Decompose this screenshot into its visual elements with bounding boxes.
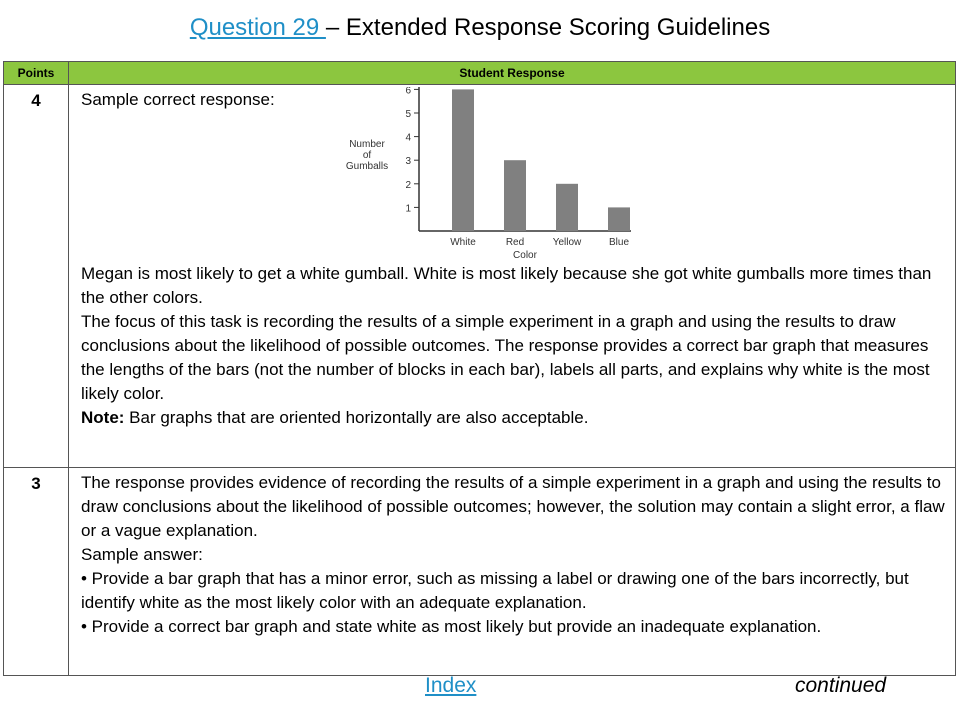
note-text: Bar graphs that are oriented horizontally are also acceptable. xyxy=(124,408,589,427)
focus-paragraph: The focus of this task is recording the results of a simple experiment in a graph and using the results to draw conclusions about the likelihood of possible outcomes. The response provides a correct bar graph that measures the lengths of the bars (not the number of blocks in each bar), labels all parts, and explains why white is the most likely color. xyxy=(81,312,930,403)
points-column-header: Points xyxy=(4,62,69,85)
title-text: – Extended Response Scoring Guidelines xyxy=(325,14,771,41)
y-tick-label: 2 xyxy=(405,179,411,191)
x-tick-label: Yellow xyxy=(552,237,582,248)
x-tick-label: White xyxy=(450,237,476,248)
sample-intro: Sample correct response: xyxy=(81,90,275,109)
y-tick-label: 1 xyxy=(405,203,411,215)
response-paragraph: The response provides evidence of recording the results of a simple experiment in a graph and using the results to draw conclusions about the likelihood of possible outcomes; however, the solution may contain a slight error, a flaw or a vague explanation. xyxy=(81,473,945,540)
x-axis-label: Color xyxy=(513,250,537,261)
response-paragraph: Megan is most likely to get a white gumball. White is most likely because she got white gumballs more times than the other colors. xyxy=(81,264,932,307)
table-row xyxy=(4,468,956,676)
continued-label: continued xyxy=(795,674,887,697)
bar xyxy=(556,184,578,231)
y-tick-label: 4 xyxy=(405,132,411,144)
y-axis-label: Gumballs xyxy=(345,161,389,172)
y-tick-label: 3 xyxy=(405,156,411,168)
footer xyxy=(0,672,960,702)
x-tick-label: Red xyxy=(505,237,525,248)
scoring-table xyxy=(3,61,956,676)
bullet-item: • Provide a bar graph that has a minor error, such as missing a label or drawing one of the bars incorrectly, but identify white as the most likely color with an adequate explanation. xyxy=(81,569,909,612)
bar-chart-svg xyxy=(331,87,651,261)
bullet-item: • Provide a correct bar graph and state white as most likely but provide an inadequate explanation. xyxy=(81,617,822,636)
points-cell: 3 xyxy=(4,468,69,676)
bar xyxy=(608,207,630,231)
response-column-header: Student Response xyxy=(69,62,956,85)
response-cell xyxy=(69,468,956,676)
points-cell: 4 xyxy=(4,85,69,468)
note-line xyxy=(81,406,947,430)
y-tick-label: 5 xyxy=(405,109,411,120)
bar xyxy=(452,89,474,231)
sample-answer-label: Sample answer: xyxy=(81,545,203,564)
table-row xyxy=(4,85,956,468)
y-axis-label: Number xyxy=(349,139,385,150)
sample-response-header xyxy=(81,88,947,262)
response-cell xyxy=(69,85,956,468)
note-label: Note: xyxy=(81,408,125,427)
question-link[interactable]: Question 29 xyxy=(189,14,326,41)
y-tick-label: 6 xyxy=(405,87,411,97)
x-tick-label: Blue xyxy=(608,237,630,248)
table-header-row xyxy=(4,62,956,85)
y-axis-label: of xyxy=(362,150,372,161)
bar xyxy=(504,160,526,231)
bar-chart xyxy=(331,87,651,261)
index-link[interactable]: Index xyxy=(425,674,477,697)
page-title xyxy=(0,12,960,44)
